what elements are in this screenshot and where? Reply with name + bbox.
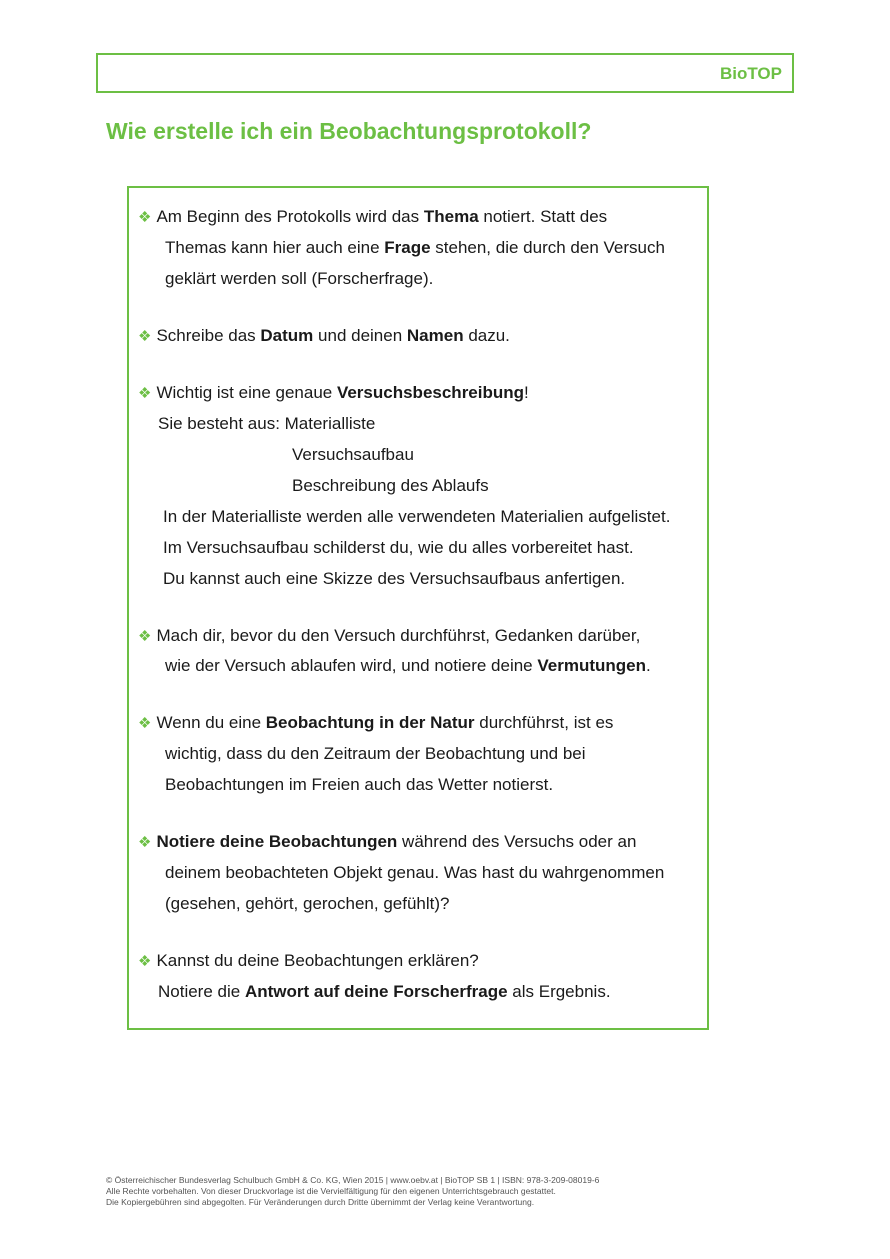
section-versuch-line-4: Beschreibung des Ablaufs: [292, 476, 489, 495]
section-natur-line-2: wichtig, dass du den Zeitraum der Beobachtung und bei: [165, 744, 586, 763]
section-ergebnis-line-1: ❖ Kannst du deine Beobachtungen erklären?: [138, 951, 479, 970]
bullet-icon: ❖: [138, 953, 152, 970]
bullet-icon: ❖: [138, 385, 152, 402]
section-thema-line-1: ❖ Am Beginn des Protokolls wird das Thema notiert. Statt des: [138, 207, 608, 226]
copyright-footer: [106, 1175, 599, 1208]
section-thema-line-2: Themas kann hier auch eine Frage stehen, die durch den Versuch: [165, 238, 665, 257]
page-title: Wie erstelle ich ein Beobachtungsprotokoll?: [106, 118, 592, 144]
section-ergebnis-line-2: Notiere die Antwort auf deine Forscherfrage als Ergebnis.: [158, 982, 611, 1001]
section-beobachtung-line-1: ❖ Notiere deine Beobachtungen während des Versuchs oder an: [138, 832, 637, 851]
section-beobachtung-line-2: deinem beobachteten Objekt genau. Was hast du wahrgenommen: [165, 863, 665, 882]
bullet-icon: ❖: [138, 834, 152, 851]
bullet-icon: ❖: [138, 209, 152, 226]
section-vermutung-line-2: wie der Versuch ablaufen wird, und notiere deine Vermutungen.: [165, 656, 651, 675]
section-datum-line-1: ❖ Schreibe das Datum und deinen Namen dazu.: [138, 326, 510, 345]
bullet-icon: ❖: [138, 328, 152, 345]
brand-label: BioTOP: [719, 64, 782, 83]
section-natur-line-3: Beobachtungen im Freien auch das Wetter notierst.: [165, 775, 554, 794]
section-versuch-line-6: Im Versuchsaufbau schilderst du, wie du alles vorbereitet hast.: [163, 538, 634, 557]
section-versuch-line-1: ❖ Wichtig ist eine genaue Versuchsbeschreibung!: [138, 383, 529, 402]
footer-line-1: © Österreichischer Bundesverlag Schulbuch GmbH & Co. KG, Wien 2015 | www.oebv.at | BioTOP SB 1 | ISBN: 978-3-209-08019-6: [106, 1175, 600, 1185]
footer-line-2: Alle Rechte vorbehalten. Von dieser Druckvorlage ist die Vervielfältigung für den eigenen Unterrichtsgebrauch gestattet.: [106, 1186, 556, 1196]
section-thema-line-3: geklärt werden soll (Forscherfrage).: [165, 269, 434, 288]
header-bar: [96, 53, 794, 93]
section-versuch-line-5: In der Materialliste werden alle verwendeten Materialien aufgelistet.: [163, 507, 671, 526]
bullet-icon: ❖: [138, 628, 152, 645]
bullet-icon: ❖: [138, 715, 152, 732]
section-versuch-line-2: Sie besteht aus: Materialliste: [158, 414, 376, 433]
section-vermutung-line-1: ❖ Mach dir, bevor du den Versuch durchführst, Gedanken darüber,: [138, 626, 641, 645]
section-versuch-line-7: Du kannst auch eine Skizze des Versuchsaufbaus anfertigen.: [163, 569, 626, 588]
section-versuch-line-3: Versuchsaufbau: [292, 445, 414, 464]
section-natur-line-1: ❖ Wenn du eine Beobachtung in der Natur durchführst, ist es: [138, 713, 614, 732]
section-beobachtung-line-3: (gesehen, gehört, gerochen, gefühlt)?: [165, 894, 450, 913]
footer-line-3: Die Kopiergebühren sind abgegolten. Für Veränderungen durch Dritte übernimmt der Verlag keine Verantwortung.: [106, 1197, 535, 1207]
